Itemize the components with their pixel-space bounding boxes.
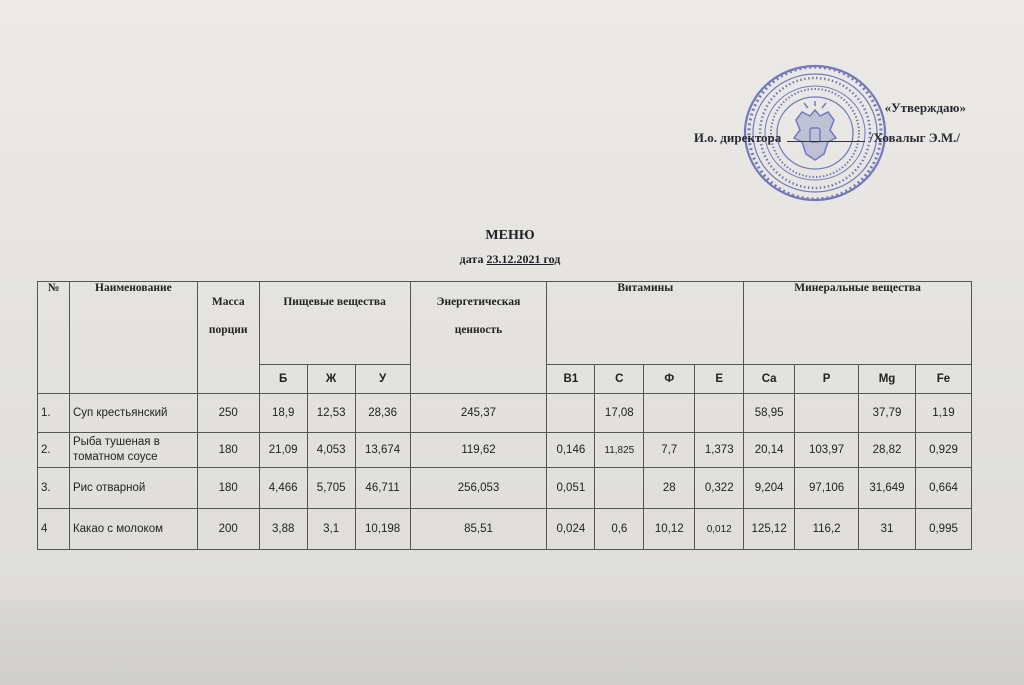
row-zh: 5,705 xyxy=(307,468,355,509)
sub-b: Б xyxy=(259,365,307,394)
row-energy: 119,62 xyxy=(410,433,547,468)
menu-table xyxy=(37,281,972,550)
row-mass: 180 xyxy=(197,468,259,509)
col-minerals: Минеральные вещества xyxy=(744,282,972,365)
row-u: 10,198 xyxy=(355,509,410,550)
row-e: 0,012 xyxy=(695,509,744,550)
table-row xyxy=(38,433,972,468)
row-c: 17,08 xyxy=(595,394,644,433)
row-b: 21,09 xyxy=(259,433,307,468)
row-ca: 125,12 xyxy=(744,509,795,550)
director-signature-line xyxy=(694,130,960,146)
sub-mg: Mg xyxy=(859,365,916,394)
row-b1: 0,051 xyxy=(547,468,595,509)
signature-line xyxy=(787,141,865,142)
row-num: 1. xyxy=(38,394,70,433)
row-e: 0,322 xyxy=(695,468,744,509)
row-b: 3,88 xyxy=(259,509,307,550)
col-mass: Масса порции xyxy=(197,282,259,394)
row-u: 13,674 xyxy=(355,433,410,468)
director-prefix: И.о. директора xyxy=(693,130,782,145)
row-p: 116,2 xyxy=(795,509,859,550)
row-f: 10,12 xyxy=(644,509,695,550)
table-row xyxy=(38,468,972,509)
row-f xyxy=(644,394,695,433)
col-energy: Энергетическая ценность xyxy=(410,282,547,394)
sub-e: E xyxy=(695,365,744,394)
row-zh: 3,1 xyxy=(307,509,355,550)
table-row xyxy=(38,394,972,433)
col-vitamins: Витамины xyxy=(547,282,744,365)
row-name: Рис отварной xyxy=(69,468,197,509)
row-f: 7,7 xyxy=(644,433,695,468)
row-b1: 0,024 xyxy=(547,509,595,550)
row-ca: 58,95 xyxy=(744,394,795,433)
row-energy: 256,053 xyxy=(410,468,547,509)
row-mg: 28,82 xyxy=(859,433,916,468)
sub-p: P xyxy=(795,365,859,394)
sub-c: C xyxy=(595,365,644,394)
row-name: Какао с молоком xyxy=(69,509,197,550)
row-mass: 250 xyxy=(197,394,259,433)
row-mg: 37,79 xyxy=(859,394,916,433)
row-u: 28,36 xyxy=(355,394,410,433)
row-f: 28 xyxy=(644,468,695,509)
row-mg: 31,649 xyxy=(859,468,916,509)
row-b1 xyxy=(547,394,595,433)
row-fe: 0,929 xyxy=(915,433,971,468)
row-fe: 0,995 xyxy=(915,509,971,550)
table-row xyxy=(38,509,972,550)
row-p xyxy=(795,394,859,433)
row-e xyxy=(695,394,744,433)
col-num: № xyxy=(38,282,70,394)
paper-edge xyxy=(0,600,1024,685)
sub-fe: Fe xyxy=(915,365,971,394)
row-mass: 200 xyxy=(197,509,259,550)
date-prefix: дата xyxy=(459,252,484,266)
sub-zh: Ж xyxy=(307,365,355,394)
row-e: 1,373 xyxy=(695,433,744,468)
row-c: 0,6 xyxy=(595,509,644,550)
row-b1: 0,146 xyxy=(547,433,595,468)
page-title: МЕНЮ xyxy=(485,228,535,243)
row-num: 4 xyxy=(38,509,70,550)
row-u: 46,711 xyxy=(355,468,410,509)
row-fe: 0,664 xyxy=(915,468,971,509)
sub-f: Ф xyxy=(644,365,695,394)
row-zh: 4,053 xyxy=(307,433,355,468)
row-energy: 85,51 xyxy=(410,509,547,550)
row-c xyxy=(595,468,644,509)
header-row xyxy=(38,282,972,365)
row-num: 3. xyxy=(38,468,70,509)
row-num: 2. xyxy=(38,433,70,468)
row-energy: 245,37 xyxy=(410,394,547,433)
row-c: 11,825 xyxy=(595,433,644,468)
menu-date xyxy=(400,252,620,267)
row-p: 103,97 xyxy=(795,433,859,468)
row-name: Суп крестьянский xyxy=(69,394,197,433)
row-name: Рыба тушеная в томатном соусе xyxy=(69,433,197,468)
row-mass: 180 xyxy=(197,433,259,468)
row-zh: 12,53 xyxy=(307,394,355,433)
row-ca: 20,14 xyxy=(744,433,795,468)
col-nutrients: Пищевые вещества xyxy=(259,282,410,365)
date-value: 23.12.2021 год xyxy=(486,252,561,266)
row-p: 97,106 xyxy=(795,468,859,509)
col-name: Наименование xyxy=(69,282,197,394)
row-b: 18,9 xyxy=(259,394,307,433)
row-b: 4,466 xyxy=(259,468,307,509)
approve-label: «Утверждаю» xyxy=(884,100,966,115)
sub-ca: Ca xyxy=(744,365,795,394)
row-ca: 9,204 xyxy=(744,468,795,509)
row-mg: 31 xyxy=(859,509,916,550)
sub-b1: B1 xyxy=(547,365,595,394)
sub-u: У xyxy=(355,365,410,394)
row-fe: 1,19 xyxy=(915,394,971,433)
director-name: /Ховалыг Э.М./ xyxy=(869,130,960,145)
